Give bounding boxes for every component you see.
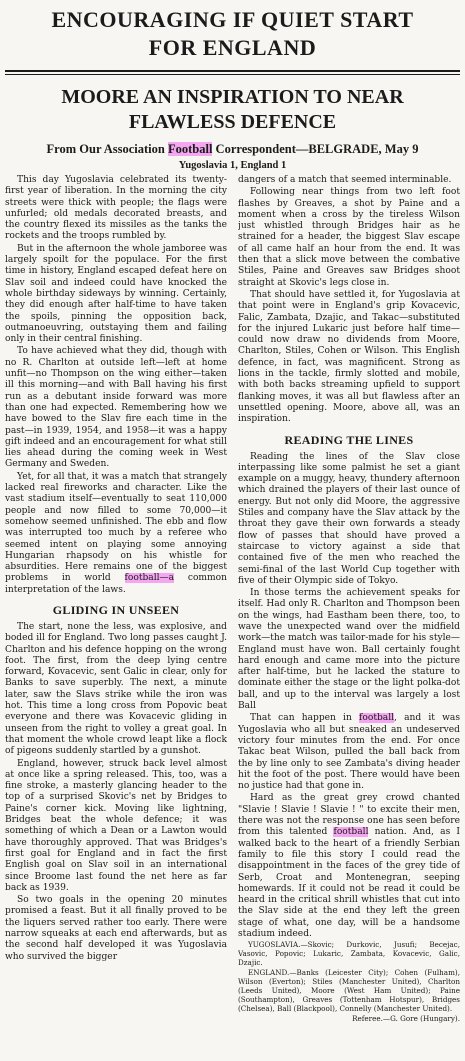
section-heading-gliding: GLIDING IN UNSEEN xyxy=(52,602,180,617)
team-yugoslavia: YUGOSLAVIA.—Skovic; Durkovic, Jusufi; Becejac, Vasovic, Popovic; Lukaric, Zambata, Kovacevic, Galic, Dzajic. xyxy=(238,940,460,968)
right-p3-pre: That can happen in xyxy=(250,713,359,724)
right-paragraph-2: Following near things from two left foot flashes by Greaves, a shot by Paine and a moment when a cross by the tireless Wilson just whistled through Bridges hair as he strained for a header, the biggest Slav escape of all came half an hour from the end. It was then that a slick move between the combative Stiles, Paine and Greaves saw Bridges shoot straight at Skovic's legs close in. xyxy=(238,187,460,288)
left-paragraph-3: To have achieved what they did, though with no R. Charlton at outside left—left at home unfit—no Thompson on the wing either—taken ill this morning—and with Ball having his first run as a debutant inside forward was more than one had expected. Remembering how we have bowed to the Slav fire each time in the past—in 1939, 1954, and 1958—it was a happy gift indeed and an encouragement for what still lies ahead during the coming week in West Germany and Sweden. xyxy=(5,346,227,470)
right-p4-highlight: football xyxy=(333,827,369,838)
left-paragraph-4-post: common interpretation of the laws. xyxy=(5,573,227,595)
byline-pre: From Our Association xyxy=(46,142,168,156)
right-section-paragraph-3 xyxy=(238,713,460,792)
left-column xyxy=(5,175,227,1023)
match-result: Yugoslavia 1, England 1 xyxy=(178,160,287,171)
subheadline-line-2: FLAWLESS DEFENCE xyxy=(128,111,337,133)
right-p4-pre: Hard as the great grey crowd chanted "Slavie ! Slavie ! Slavie ! " to excite their men, there was not the response one has seen before from this talented xyxy=(238,793,460,838)
referee-line: Referee.—G. Gore (Hungary). xyxy=(352,1014,460,1024)
headline-line-2: FOR ENGLAND xyxy=(148,35,317,60)
right-p4-post: nation. And, as I walked back to the heart of a friendly Serbian family to file this story I could read the disappointment in the faces of the grey tide of Serb, Croat and Montenegran, seeping homewards. If it could not be read it could be heard in the critical shrill whistles that cut into the Slav side at the end they left the green stage of what, one day, will be a handsome stadium indeed. xyxy=(238,827,460,939)
byline xyxy=(5,141,460,157)
left-paragraph-1: This day Yugoslavia celebrated its twenty-first year of liberation. In the morning the city streets were thick with people; the flags were unfurled; old medals decorated breasts, and the country flexed its missiles as the tanks the rockets and the troops rumbled by. xyxy=(5,175,227,242)
headline-line-1: ENCOURAGING IF QUIET START xyxy=(51,7,414,32)
subheadline-line-1: MOORE AN INSPIRATION TO NEAR xyxy=(61,86,404,108)
headline-rule-thick xyxy=(5,70,460,72)
team-lineups xyxy=(238,940,460,1013)
byline-highlight: Football xyxy=(167,142,213,156)
right-p3-highlight: football xyxy=(359,713,395,724)
right-paragraph-1: dangers of a match that seemed interminable. xyxy=(238,175,452,185)
section-heading-reading: READING THE LINES xyxy=(284,432,414,447)
left-section-paragraph-2: England, however, struck back level almost at once like a spring released. This, too, was a fine stroke, a masterly glancing header to the top of a surprised Skovic's net by Bridges to Paine's corner kick. Moving like lightning, Bridges beat the whole defence; it was something of which a Dean or a Lawton would have thoroughly approved. That was Bridges's first goal for England and in fact the first English goal on Slav soil in an international since Broome last found the net here as far back as 1939. xyxy=(5,758,227,893)
article-columns xyxy=(5,175,460,1023)
right-section-paragraph-4 xyxy=(238,793,460,940)
left-section-paragraph-1: The start, none the less, was explosive, and boded ill for England. Two long passes caught J. Charlton and his defence hopping on the wrong foot. The first, from the deep lying centre forward, Kovacevic, sent Galic in clear, only for Banks to save superbly. The next, a minute later, saw the Slavs strike while the iron was hot. This time a long cross from Popovic beat everyone and there was Kovacevic gliding in unseen from the right to volley a great goal. In that moment the whole crowd leapt like a flock of pigeons suddenly startled by a gunshot. xyxy=(5,621,227,757)
right-column xyxy=(238,175,460,1023)
byline-post: Correspondent—BELGRADE, May 9 xyxy=(212,142,419,156)
right-section-paragraph-1: Reading the lines of the Slav close interpassing like some palmist he set a giant example on a muggy, heavy, thundery afternoon which drained the players of their last ounce of energy. But not only did Moore, the aggressive Stiles and company have the Slav attack by the throat they gave their own forwards a steady flow of passes that should have proved a staircase to victory against a side that contained five of the men who reached the semi-final of the last World Cup together with five of their Olympic side of Tokyo. xyxy=(238,451,460,586)
headline-rule-thin xyxy=(5,74,460,75)
left-paragraph-4-text: Yet, for all that, it was a match that strangely lacked real fireworks and character. Like the vast stadium itself—eventually to seat 110,000 people and now filled to some 70,000—it somehow seemed unfinished. The ebb and flow was interrupted too much by a referee who seemed intent on playing some annoying Hungarian rhapsody on his whistle for absurdities. Here remains one of the biggest problems in world xyxy=(5,471,227,584)
left-section-paragraph-3: So two goals in the opening 20 minutes promised a feast. But it all finally proved to be the liquers served rather too early. There were narrow squeaks at each end afterwards, but as the second half developed it was Yugoslavia who survived the bigger xyxy=(5,895,227,962)
left-paragraph-4 xyxy=(5,472,227,596)
team-england: ENGLAND.—Banks (Leicester City); Cohen (Fulham), Wilson (Everton); Stiles (Manchester United), Charlton (Leeds United), Moore (West Ham United); Paine (Southampton), Greaves (Tottenham Hotspur), Bridges (Chelsea), Ball (Blackpool), Connelly (Manchester United). xyxy=(238,968,460,1014)
right-p3-post: , and it was Yugoslavia who all but sneaked an undeserved victory four minutes from the end. For once Takac beat Wilson, pulled the ball back from the by line only to see Zambata's diving header hit the foot of the post. There would have been no justice had that gone in. xyxy=(238,713,460,792)
right-paragraph-3: That should have settled it, for Yugoslavia at that point were in England's grip Kovacevic, Falic, Zambata, Dzajic, and Takac—substituted for the injured Lukaric just before half time—could now draw no dividends from Moore, Charlton, Stiles, Cohen or Wilson. This English defence, in fact, was magnificent. Strong as lions in the tackle, firmly slotted and mobile, with both backs streaming upfield to support flanking moves, it was all but flawless after an unsettled opening. Moore, above all, was an inspiration. xyxy=(238,289,460,425)
right-section-paragraph-2: In those terms the achievement speaks for itself. Had only R. Charlton and Thompson been on the wings, had Eastham been there, too, to wave the unexpected wand over the midfield work—the match was tailor-made for his style—England must have won. Ball certainly fought hard enough and came more into the picture after half-time, but he lacked the stature to dominate either the stage or the light polka-dot ball, and up to the interval was largely a lost Ball xyxy=(238,588,460,712)
left-paragraph-2: But in the afternoon the whole jamboree was largely spoilt for the populace. For the first time in history, England escaped defeat here on Slav soil and indeed could have knocked the whole birthday sideways by winning. Certainly, they did enough after half-time to have taken the spoils, pinning the opposition back, outmanoeuvring, outstaying them and failing only in their central finishing. xyxy=(5,243,227,345)
left-paragraph-4-highlight: football—a xyxy=(124,573,175,584)
